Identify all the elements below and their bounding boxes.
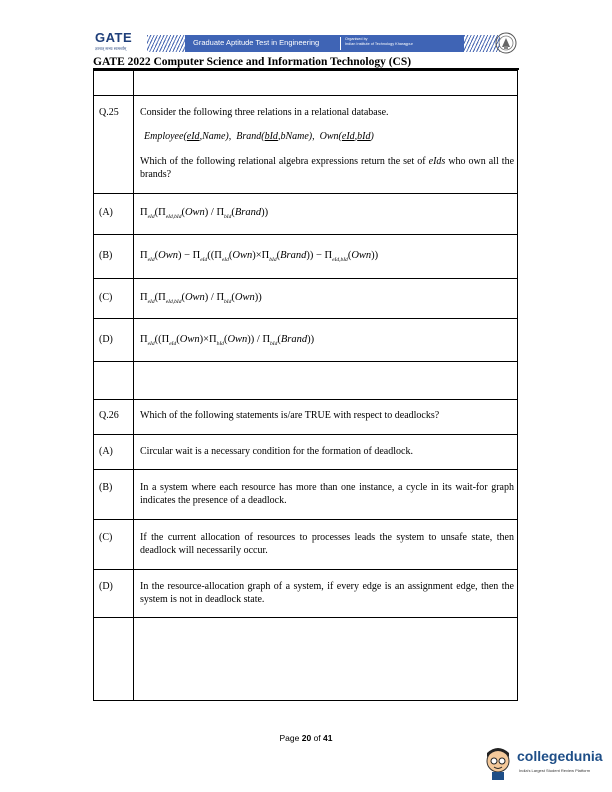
option-label: (A) — [99, 207, 113, 218]
option-label: (C) — [99, 292, 113, 303]
page-number: 20 — [301, 733, 312, 743]
banner-separator — [340, 37, 341, 50]
gate-logo — [93, 30, 145, 56]
attr-own-bid: bId — [357, 131, 371, 142]
option-expression: $\Pi_{eId}(Own)$ − $\Pi_{eId}((\Pi_{eId}(Own)\times\Pi_{bId}(Brand)) - \Pi_{eId,bId}(Own))$ — [140, 250, 379, 263]
organiser-line-1: Organised by — [345, 37, 368, 41]
question-text-part2: who own all the brands? — [140, 156, 515, 180]
option-expression: $\Pi_{eId}(\Pi_{eId,bId}(Own) / \Pi_{bId}(Own))$ — [140, 292, 262, 305]
row-divider — [93, 399, 517, 400]
collegedunia-watermark — [483, 745, 608, 785]
relations-schema: Employee(eId,Name), Brand(bId,bName), Own(eId,bId) — [144, 131, 374, 142]
row-divider — [93, 318, 517, 319]
gate-logo-subtext: ज्ञानात् सभ्यः सामर्थ्यम् — [95, 46, 127, 51]
option-text: If the current allocation of resources to processes leads the system to unsafe state, then deadlock will necessarily occur. — [140, 532, 514, 556]
relation-brand: Brand — [236, 131, 262, 142]
iit-kharagpur-emblem-icon — [495, 32, 517, 54]
question-text: Which of the following statements is/are TRUE with respect to deadlocks? — [140, 410, 440, 421]
column-divider — [133, 70, 134, 701]
option-label: (A) — [99, 446, 113, 457]
option-text: In a system where each resource has more than one instance, a cycle in its wait-for graph indicates the presence of a deadlock. — [140, 482, 514, 506]
row-divider — [93, 469, 517, 470]
option-label: (C) — [99, 532, 113, 543]
option-label: (D) — [99, 334, 113, 345]
row-divider — [93, 278, 517, 279]
page-mid: of — [311, 733, 324, 743]
banner-box — [185, 35, 464, 52]
row-divider — [93, 361, 517, 362]
row-divider — [93, 617, 517, 618]
option-label: (D) — [99, 581, 113, 592]
question-text-part1: Which of the following relational algebra expressions return the set of — [140, 156, 426, 167]
attr-brand-bname: bName — [280, 131, 309, 142]
banner-title: Graduate Aptitude Test in Engineering — [193, 38, 320, 47]
attr-brand-bid: bId — [264, 131, 278, 142]
exam-title: GATE 2022 Computer Science and Information Technology (CS) — [93, 56, 412, 68]
option-label: (B) — [99, 482, 113, 493]
relation-own: Own — [319, 131, 339, 142]
option-expression: $\Pi_{eId}(\Pi_{eId,bId}(Own)$ / $\Pi_{bId}(Brand)$) — [140, 207, 269, 220]
relation-employee: Employee — [144, 131, 184, 142]
question-text — [140, 156, 514, 181]
question-text-italic: eIds — [428, 156, 446, 167]
question-stem: Consider the following three relations in a relational database. — [140, 107, 389, 118]
banner-organiser — [345, 37, 413, 47]
attr-employee-eid: eId — [186, 131, 200, 142]
page-prefix: Page — [279, 733, 302, 743]
page-total: 41 — [323, 733, 333, 743]
collegedunia-tagline: India's Largest Student Review Platform — [519, 768, 591, 773]
attr-own-eid: eId — [341, 131, 355, 142]
student-mascot-icon — [483, 747, 513, 781]
banner-stripes-left — [147, 35, 185, 52]
organiser-line-2: Indian Institute of Technology Kharagpur — [345, 42, 413, 46]
option-label: (B) — [99, 250, 113, 261]
question-number: Q.25 — [99, 107, 119, 118]
row-divider — [93, 569, 517, 570]
row-divider — [93, 234, 517, 235]
row-divider — [93, 434, 517, 435]
question-number: Q.26 — [99, 410, 119, 421]
row-divider — [93, 95, 517, 96]
page-footer — [0, 733, 612, 743]
gate-logo-text: GATE — [95, 30, 133, 45]
attr-employee-name: Name — [202, 131, 226, 142]
row-divider — [93, 519, 517, 520]
collegedunia-brand: collegedunia — [517, 748, 603, 764]
row-divider — [93, 193, 517, 194]
option-text: In the resource-allocation graph of a system, if every edge is an assignment edge, then the system is not in deadlock state. — [140, 581, 514, 605]
option-expression: $\Pi_{eId}((\Pi_{eId}(Own)\times\Pi_{bId}(Own))$ / $\Pi_{bId}(Brand)$) — [140, 334, 315, 347]
header-banner — [93, 30, 513, 56]
option-text: Circular wait is a necessary condition for the formation of deadlock. — [140, 446, 413, 457]
